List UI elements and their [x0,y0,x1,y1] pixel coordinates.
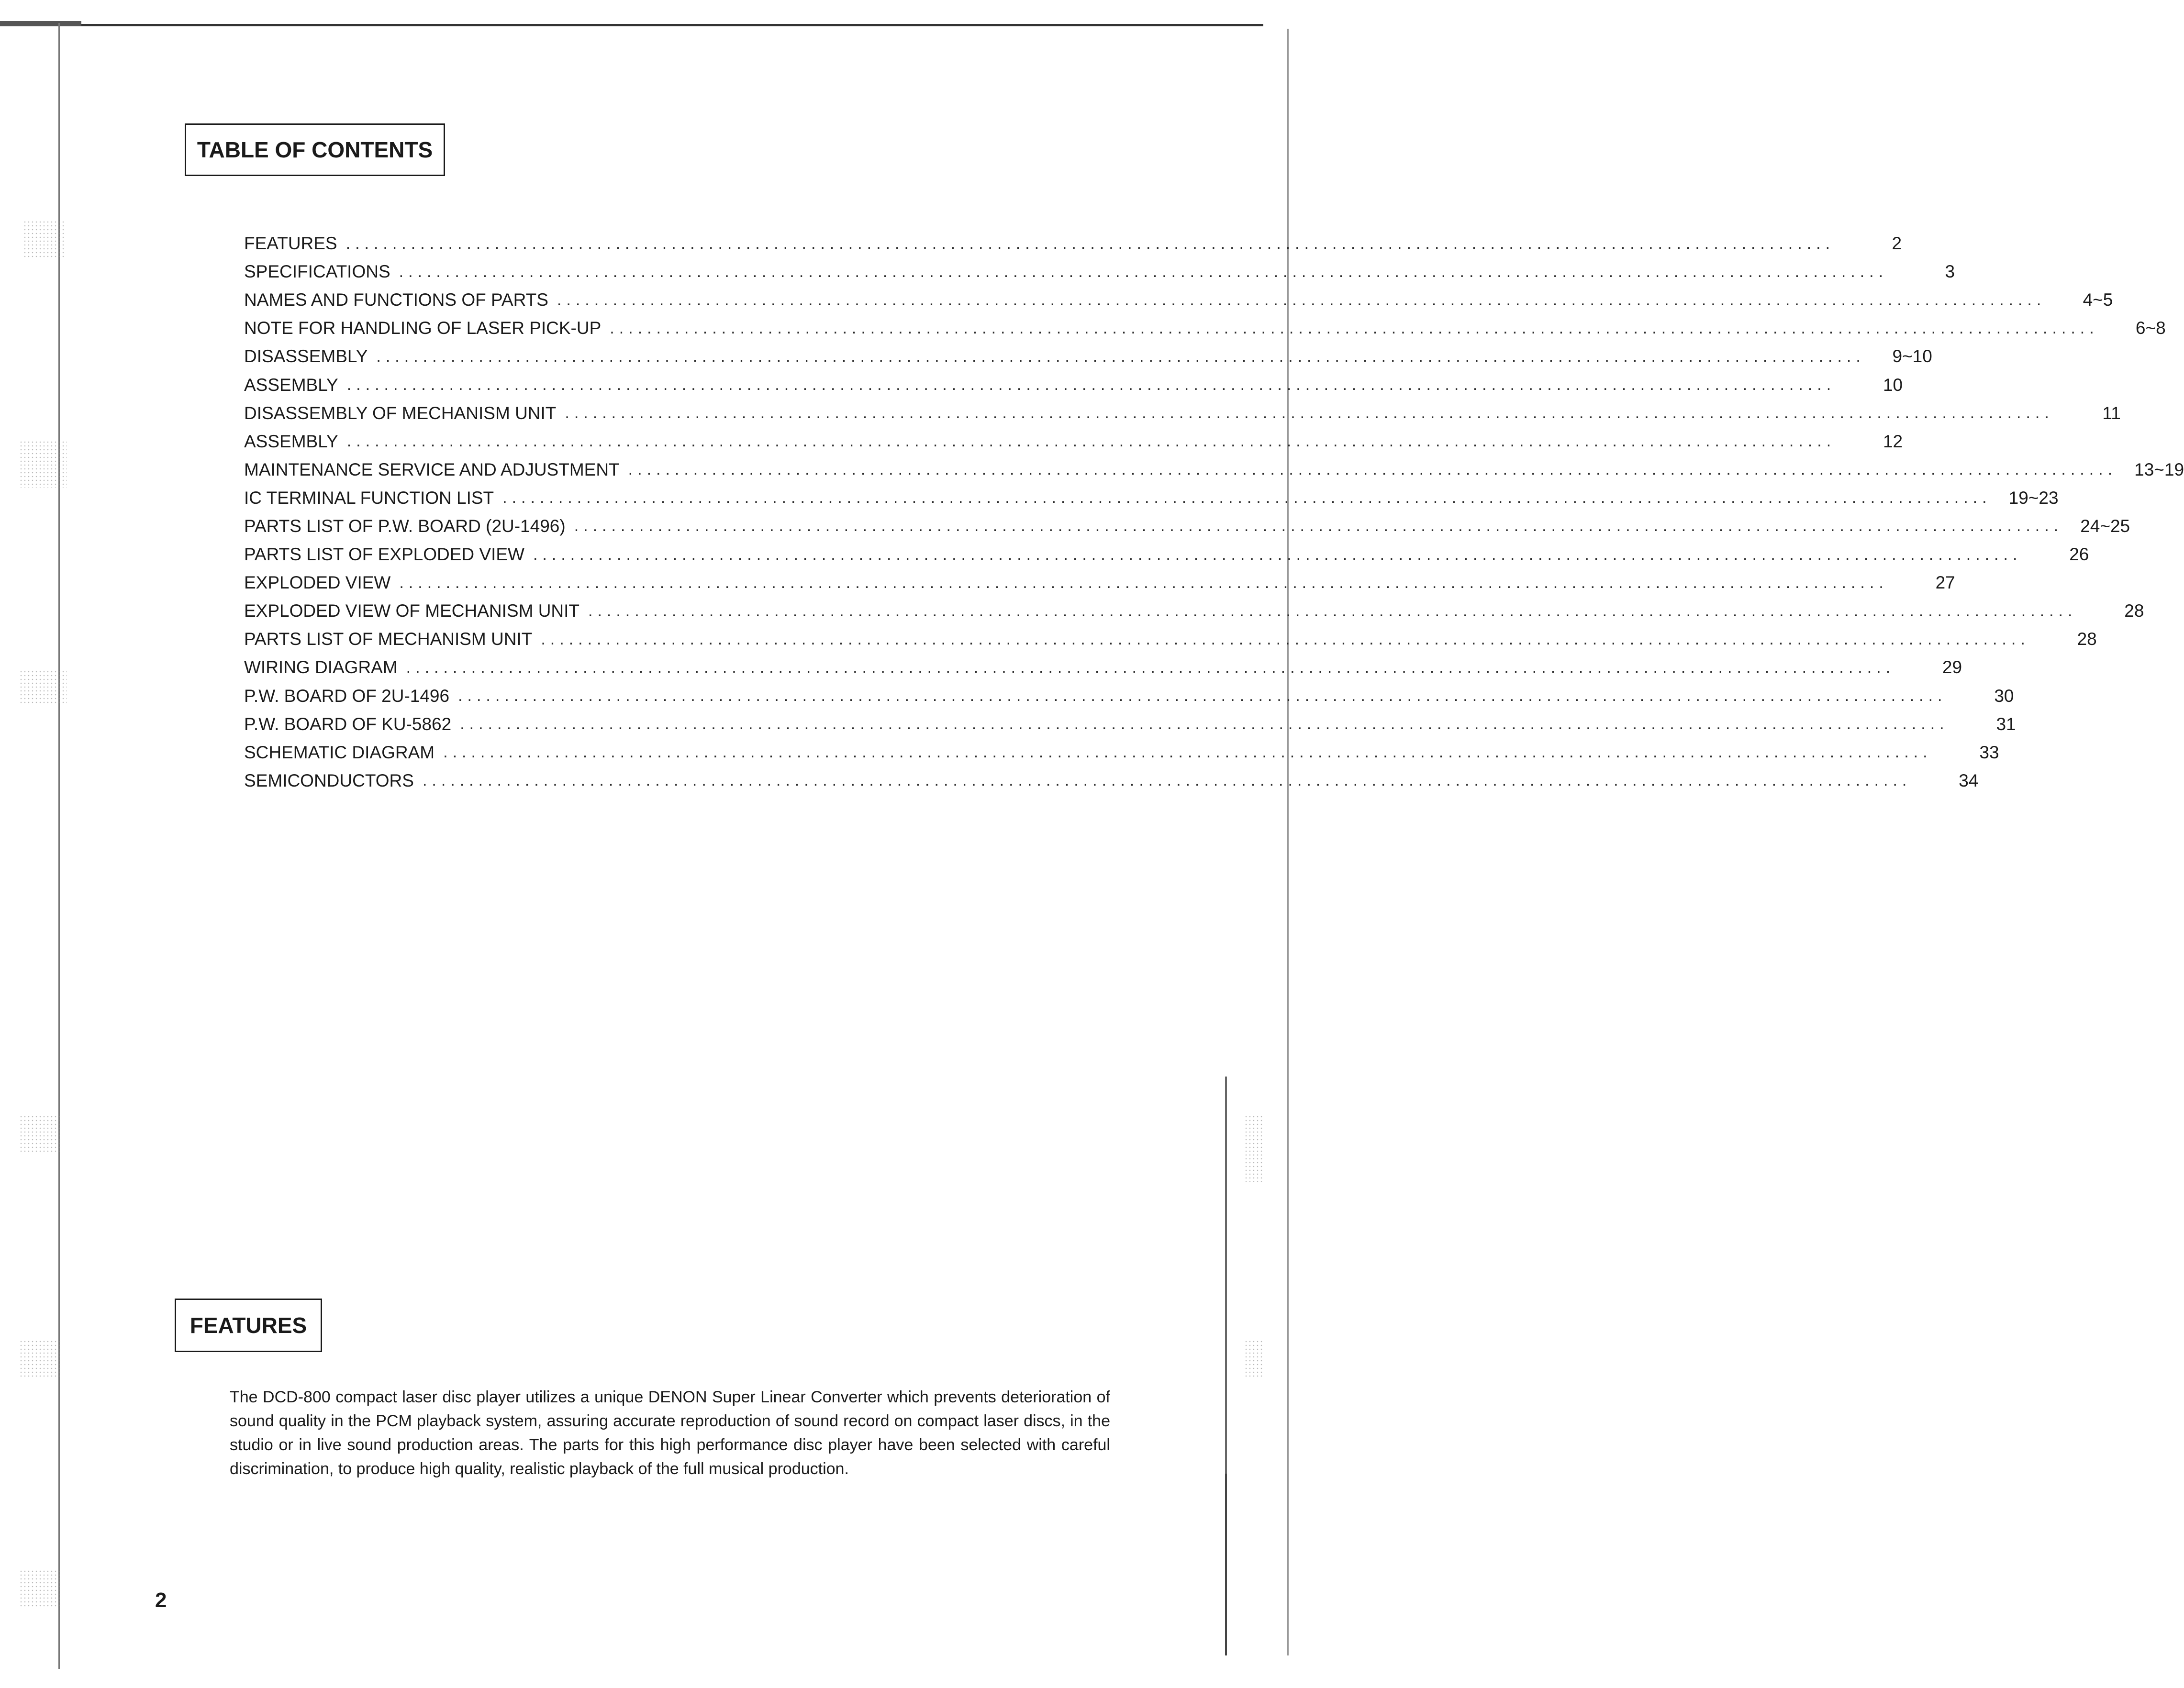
toc-entry-page: 4~5 [2083,290,2113,310]
toc-entry-title: FEATURES [244,234,346,252]
toc-entry [244,682,2014,710]
toc-entry [244,512,2130,540]
toc-dot-leader: ................................................................................................................................................................ [533,545,2022,564]
toc-entry [244,455,2184,484]
toc-entry-title: NAMES AND FUNCTIONS OF PARTS [244,291,557,309]
toc-dot-leader: ................................................................................................................................................................ [376,347,1865,366]
toc-heading: TABLE OF CONTENTS [185,123,445,176]
features-heading: FEATURES [175,1299,322,1352]
toc-entry-title: MAINTENANCE SERVICE AND ADJUSTMENT [244,461,628,478]
toc-entry-title: PARTS LIST OF EXPLODED VIEW [244,545,533,563]
toc-dot-leader: ................................................................................................................................................................ [502,489,1992,507]
toc-entry-title: P.W. BOARD OF 2U-1496 [244,687,458,705]
toc-entry-title: ASSEMBLY [244,376,347,394]
toc-entry-page: 24~25 [2080,516,2130,536]
toc-entry-title: SCHEMATIC DIAGRAM [244,744,443,761]
toc-entry [244,597,2144,625]
toc-entry [244,399,2121,427]
toc-entry-page: 28 [2077,629,2097,649]
toc-entry-title: SEMICONDUCTORS [244,772,423,789]
page-number: 2 [155,1588,167,1612]
toc-dot-leader: ................................................................................................................................................................ [610,319,2099,337]
toc-entry-title: P.W. BOARD OF KU-5862 [244,715,460,733]
toc-entry-page: 29 [1942,657,1962,677]
toc-dot-leader: ................................................................................................................................................................ [346,432,1836,451]
toc-entry [244,370,1903,399]
toc-dot-leader: ................................................................................................................................................................ [422,771,1912,790]
toc-entry [244,342,1932,370]
toc-entry-page: 19~23 [2008,488,2059,508]
toc-entry-title: EXPLODED VIEW [244,574,399,591]
toc-entry-page: 27 [1935,573,1955,593]
toc-entry-title: DISASSEMBLY [244,347,376,365]
toc-entry-page: 9~10 [1892,346,1932,366]
toc-dot-leader: ................................................................................................................................................................ [443,743,1932,762]
toc-dot-leader: ................................................................................................................................................................ [406,658,1895,677]
scan-speckle [1244,1340,1263,1378]
toc-entry-title: ASSEMBLY [244,433,347,450]
toc-entry-title: SPECIFICATIONS [244,263,399,280]
toc-entry-page: 33 [1979,742,1999,762]
toc-entry [244,427,1903,455]
toc-dot-leader: ................................................................................................................................................................ [399,262,1888,281]
scan-speckle [19,1340,62,1378]
toc-dot-leader: ................................................................................................................................................................ [588,601,2077,620]
toc-entry-page: 6~8 [2135,318,2166,338]
scan-speckle [23,220,66,258]
toc-entry-title: PARTS LIST OF MECHANISM UNIT [244,630,541,648]
toc-entry-page: 31 [1996,714,2016,734]
top-rule [0,24,1263,26]
scan-speckle [19,1115,62,1153]
toc-dot-leader: ................................................................................................................................................................ [628,460,2117,479]
toc-dot-leader: ................................................................................................................................................................ [399,573,1888,592]
toc-entry [244,286,2113,314]
toc-entry [244,710,2016,738]
toc-dot-leader: ................................................................................................................................................................ [574,517,2063,535]
scan-speckle [19,440,67,488]
toc-entry [244,540,2089,568]
toc-dot-leader: ................................................................................................................................................................ [346,376,1836,394]
toc-dot-leader: ................................................................................................................................................................ [345,234,1835,253]
toc-entry-title: DISASSEMBLY OF MECHANISM UNIT [244,404,565,422]
toc-entry-page: 3 [1945,262,1955,282]
toc-entry-page: 10 [1883,375,1903,395]
toc-entry [244,484,2059,512]
toc-dot-leader: ................................................................................................................................................................ [565,404,2054,422]
toc-entry-title: PARTS LIST OF P.W. BOARD (2U-1496) [244,517,574,535]
scan-speckle [1244,1115,1263,1182]
toc-entry [244,568,1955,597]
toc-entry-title: NOTE FOR HANDLING OF LASER PICK-UP [244,319,610,337]
right-binding-edge-lower [1225,1474,1227,1655]
scan-speckle [19,1569,62,1608]
toc-entry-page: 28 [2124,601,2144,621]
toc-entry-title: IC TERMINAL FUNCTION LIST [244,489,502,507]
toc-entry [244,766,1979,795]
top-rule-mark [0,21,81,26]
toc-dot-leader: ................................................................................................................................................................ [541,630,2030,648]
toc-entry-page: 30 [1994,686,2014,706]
left-margin-rule [58,23,60,1669]
features-paragraph: The DCD-800 compact laser disc player utilizes a unique DENON Super Linear Converter which prevents deterioration of sound quality in the PCM playback system, assuring accurate reproduction of sound record on compact laser discs, in the studio or in live sound production areas. The parts for this high performance disc player have been selected with careful discrimination, to produce high quality, realistic playback of the full musical production. [230,1388,1110,1478]
toc-entry-page: 11 [2102,403,2121,423]
toc-entry [244,229,1902,257]
toc-entry [244,738,1999,766]
toc-entry-title: EXPLODED VIEW OF MECHANISM UNIT [244,602,588,620]
toc-list [244,229,2184,795]
toc-entry [244,653,1962,681]
toc-entry [244,257,1955,286]
toc-dot-leader: ................................................................................................................................................................ [557,290,2046,309]
toc-entry-page: 26 [2069,544,2089,565]
toc-entry [244,625,2097,653]
toc-entry-title: WIRING DIAGRAM [244,658,406,676]
scan-speckle [19,670,67,703]
toc-entry [244,314,2166,342]
toc-dot-leader: ................................................................................................................................................................ [458,687,1947,705]
toc-entry-page: 34 [1959,770,1979,790]
toc-entry-page: 12 [1883,431,1903,451]
toc-entry-page: 2 [1892,233,1902,254]
toc-entry-page: 13~19 [2134,459,2184,479]
toc-dot-leader: ................................................................................................................................................................ [460,715,1949,733]
